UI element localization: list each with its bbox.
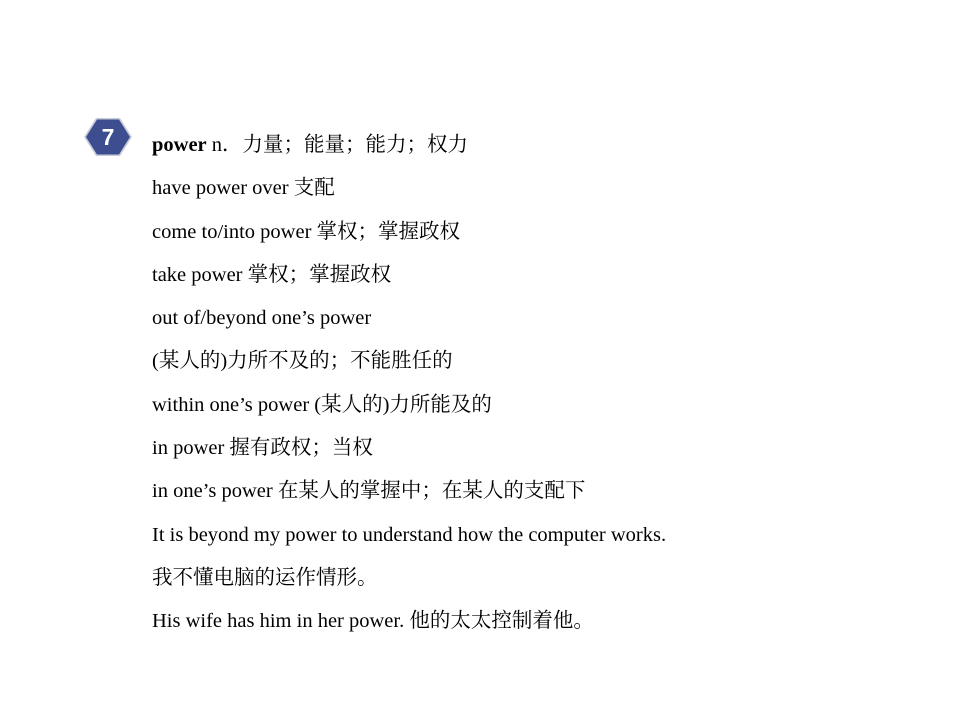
headword: power <box>152 134 207 156</box>
headword-definition: n．力量；能量；能力；权力 <box>206 134 469 156</box>
phrase-line: out of/beyond one’s power <box>152 307 372 330</box>
example-translation: 我不懂电脑的运作情形。 <box>152 566 378 589</box>
badge-number: 7 <box>101 124 115 150</box>
phrase-line: have power over 支配 <box>152 177 335 200</box>
headword-line <box>152 126 942 169</box>
phrase-line: (某人的)力所不及的；不能胜任的 <box>152 350 453 373</box>
phrase-line: in power 握有政权；当权 <box>152 437 373 460</box>
phrase-line: come to/into power 掌权；掌握政权 <box>152 220 461 243</box>
phrase-line: in one’s power 在某人的掌握中；在某人的支配下 <box>152 480 586 503</box>
phrase-line: take power 掌权；掌握政权 <box>152 263 392 286</box>
number-badge <box>84 118 132 156</box>
example-sentence: His wife has him in her power. 他的太太控制着他。 <box>152 610 594 633</box>
phrase-line: within one’s power (某人的)力所能及的 <box>152 393 492 416</box>
example-sentence: It is beyond my power to understand how the computer works. <box>152 523 667 546</box>
vocabulary-list <box>152 126 942 646</box>
